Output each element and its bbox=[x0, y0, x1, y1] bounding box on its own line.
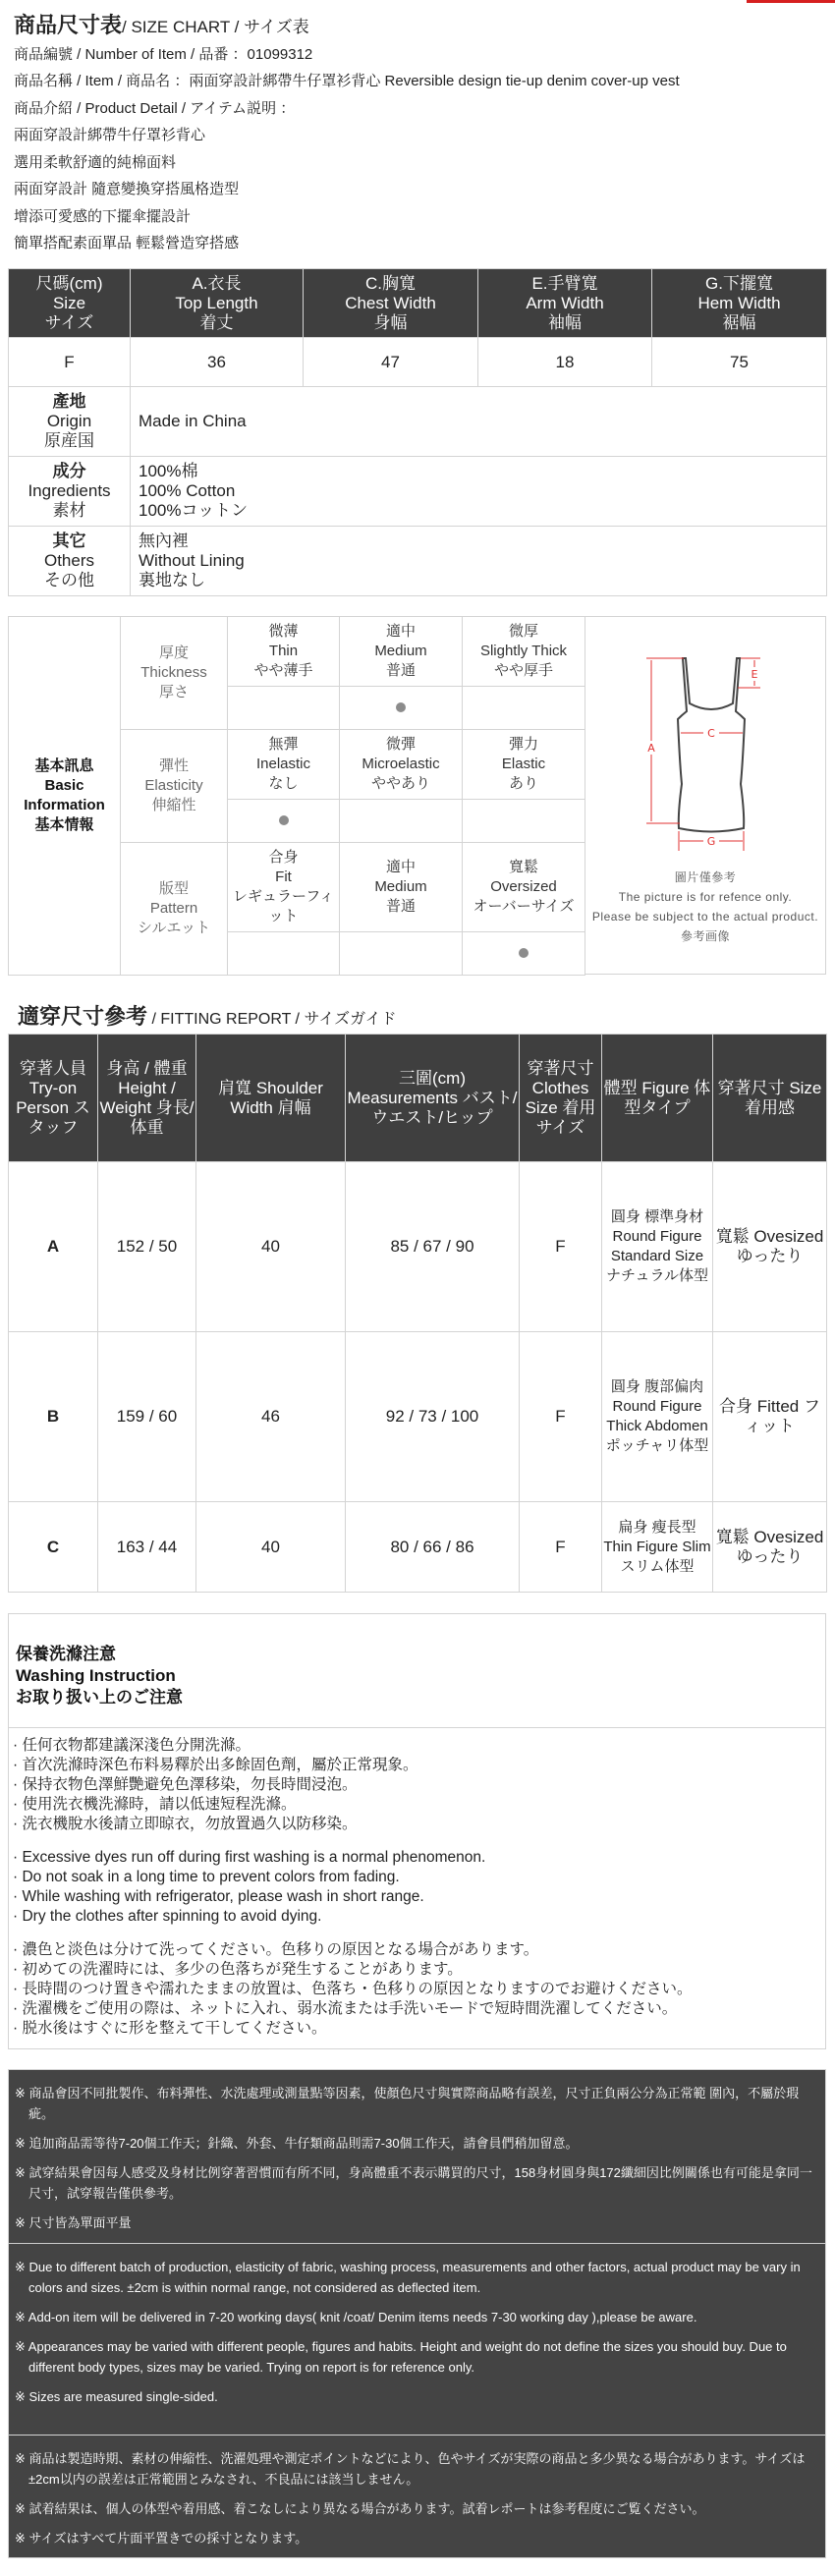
washing-line-zh: · 保持衣物色澤鮮艷避免色澤移染，勿長時間浸泡。 bbox=[13, 1776, 358, 1793]
washing-line-en: · Excessive dyes run off during first washing is a normal phenomenon. bbox=[13, 1849, 486, 1866]
header-line: サイズ bbox=[44, 312, 94, 332]
fitting-cell: F bbox=[520, 1162, 602, 1332]
option-line: Elastic bbox=[501, 756, 546, 772]
washing-line-en: · Do not soak in a long time to prevent colors from fading. bbox=[13, 1869, 400, 1885]
value-line: Without Lining bbox=[139, 551, 245, 570]
header-line: Hem Width bbox=[697, 293, 781, 312]
value-line: 無內裡 bbox=[139, 532, 189, 550]
notice-item: ※ 試穿結果會因每人感受及身材比例穿著習慣而有所不同，身高體重不表示購買的尺寸，158身材圓身與172纖細因比例關係也有可能是拿同一尺寸，試穿報告僅供參考。 bbox=[15, 2165, 812, 2201]
fitting-cell: C bbox=[9, 1502, 98, 1593]
option-cell bbox=[463, 617, 585, 687]
option-line: 彈力 bbox=[508, 736, 538, 753]
info-row bbox=[9, 387, 827, 457]
info-row bbox=[9, 457, 827, 527]
option-line: 適中 bbox=[385, 859, 416, 875]
washing-line-zh: · 任何衣物都建議深淺色分開洗滌。 bbox=[13, 1737, 250, 1754]
option-line: 微厚 bbox=[508, 623, 538, 640]
washing-instructions bbox=[8, 1613, 826, 2049]
washing-line-ja: · 長時間のつけ置きや濡れたままの放置は、色落ち・色移りの原因となりますのでお避けください。 bbox=[13, 1981, 693, 1997]
option-line: 微薄 bbox=[268, 623, 299, 640]
header-line: C.胸寬 bbox=[365, 273, 416, 293]
fitting-header-cell: 三圍(cm) Measurements バスト/ウエスト/ヒップ bbox=[346, 1035, 520, 1162]
header-line: 着丈 bbox=[199, 312, 234, 332]
header-line: E.手臂寬 bbox=[531, 273, 598, 293]
attribute-label bbox=[121, 843, 228, 976]
product-intro bbox=[14, 12, 680, 257]
header-line: Chest Width bbox=[345, 293, 436, 312]
indicator-cell bbox=[340, 800, 463, 843]
label-line: Pattern bbox=[149, 900, 198, 917]
size-value-cell: 36 bbox=[131, 338, 304, 387]
notice-item: ※ 商品は製造時期、素材の伸縮性、洗濯処理や測定ポイントなどにより、色やサイズが実際の商品と多少異なる場合があります。サイズは±2cm以内の誤差は正常範囲とみなされ、不良品には該当しません。 bbox=[15, 2451, 806, 2487]
fitting-cell: 159 / 60 bbox=[98, 1332, 196, 1502]
fitting-header-cell: 身高 / 體重 Height / Weight 身長/体重 bbox=[98, 1035, 196, 1162]
indicator-cell bbox=[463, 800, 585, 843]
notice-item: ※ 商品會因不同批製作、布料彈性、水洗處理或測量點等因素，使顏色尺寸與實際商品略有誤差，尺寸正負兩公分為正常範 圍內，不屬於瑕疵。 bbox=[15, 2086, 800, 2121]
info-value bbox=[131, 387, 827, 457]
size-chart-table bbox=[8, 268, 827, 596]
fitting-row bbox=[9, 1502, 827, 1593]
option-cell bbox=[463, 843, 585, 932]
intro-line: 商品編號 / Number of Item / 品番 ：01099312 bbox=[14, 45, 313, 63]
fitting-cell: 寬鬆 Ovesized ゆったり bbox=[713, 1502, 827, 1593]
size-header-cell bbox=[478, 269, 652, 338]
indicator-cell bbox=[340, 932, 463, 976]
washing-line-ja: · 濃色と淡色は分けて洗ってください。色移りの原因となる場合があります。 bbox=[13, 1941, 539, 1958]
value-line: Made in China bbox=[139, 412, 247, 430]
info-value bbox=[131, 527, 827, 596]
notice-item: ※ Sizes are measured single-sided. bbox=[15, 2389, 218, 2404]
indicator-cell bbox=[463, 687, 585, 730]
attribute-label bbox=[121, 617, 228, 730]
notice-box-zh-en bbox=[8, 2069, 826, 2436]
option-line: やや薄手 bbox=[253, 662, 313, 679]
option-line: 普通 bbox=[385, 662, 416, 679]
option-line: 寬鬆 bbox=[508, 859, 538, 875]
label-line: 伸縮性 bbox=[151, 797, 196, 813]
size-value-cell: 75 bbox=[652, 338, 827, 387]
fitting-header-cell: 穿著人員 Try-on Person スタッフ bbox=[9, 1035, 98, 1162]
label-line: その他 bbox=[44, 571, 94, 589]
option-line: やや厚手 bbox=[493, 662, 553, 679]
fitting-cell: 圓身 標準身材 Round Figure Standard Size ナチュラル体型 bbox=[602, 1162, 713, 1332]
label-line: 厚度 bbox=[158, 644, 189, 661]
info-label bbox=[9, 457, 131, 527]
washing-line-ja: · 脱水後はすぐに形を整えて干してください。 bbox=[13, 2020, 327, 2037]
header-line: 袖幅 bbox=[548, 312, 582, 332]
diagram-label-c: C bbox=[707, 727, 715, 740]
washing-title: 保養洗滌注意 Washing Instruction お取り扱い上のご注意 bbox=[9, 1614, 825, 1728]
label-line: 產地 bbox=[52, 392, 86, 411]
option-line: あり bbox=[508, 775, 538, 792]
title-line: Information bbox=[24, 797, 105, 813]
header-line: A.衣長 bbox=[192, 273, 242, 293]
washing-line-zh: · 使用洗衣機洗滌時，請以低速短程洗滌。 bbox=[13, 1796, 297, 1813]
fitting-cell: F bbox=[520, 1332, 602, 1502]
header-line: 尺碼(cm) bbox=[35, 273, 103, 293]
option-line: 無彈 bbox=[268, 736, 299, 753]
size-value-cell: F bbox=[9, 338, 131, 387]
option-line: オーバーサイズ bbox=[473, 898, 575, 915]
intro-line: 增添可愛感的下擺傘擺設計 bbox=[14, 207, 192, 225]
dress-measurement-icon bbox=[585, 617, 827, 863]
notice-item: ※ Add-on item will be delivered in 7-20 working days( knit /coat/ Denim items needs 7-30 working day ),please be aware. bbox=[15, 2310, 697, 2324]
washing-line-ja: · 初めての洗濯時には、多少の色落ちが発生することがあります。 bbox=[13, 1961, 463, 1978]
option-cell bbox=[340, 843, 463, 932]
option-cell bbox=[228, 617, 340, 687]
size-header-cell bbox=[9, 269, 131, 338]
label-line: 其它 bbox=[52, 532, 86, 550]
label-line: 素材 bbox=[52, 501, 86, 520]
fitting-cell: 46 bbox=[196, 1332, 346, 1502]
option-line: Slightly Thick bbox=[479, 643, 568, 659]
diagram-label-g: G bbox=[706, 835, 716, 848]
fitting-cell: 40 bbox=[196, 1162, 346, 1332]
option-line: Oversized bbox=[490, 878, 557, 895]
option-line: Medium bbox=[374, 643, 427, 659]
intro-line: 選用柔軟舒適的純棉面料 bbox=[14, 153, 177, 171]
fitting-header-cell: 肩寬 Shoulder Width 肩幅 bbox=[196, 1035, 346, 1162]
size-value-cell: 47 bbox=[304, 338, 478, 387]
title-line: 基本訊息 bbox=[34, 757, 94, 774]
option-cell bbox=[463, 730, 585, 800]
option-line: なし bbox=[268, 775, 299, 792]
garment-diagram bbox=[584, 616, 826, 975]
basic-info-table bbox=[8, 616, 585, 976]
header-line: 身幅 bbox=[373, 312, 408, 332]
header-line: G.下擺寬 bbox=[705, 273, 773, 293]
top-accent-bar bbox=[747, 0, 835, 3]
fitting-cell: 85 / 67 / 90 bbox=[346, 1162, 520, 1332]
fitting-header-cell: 穿著尺寸 Clothes Size 着用サイズ bbox=[520, 1035, 602, 1162]
value-line: 裏地なし bbox=[139, 571, 205, 589]
option-cell bbox=[228, 843, 340, 932]
notice-item: ※ Due to different batch of production, elasticity of fabric, washing process, measurements and other factors, actual product may be vary in colors and sizes. ±2cm is within normal range, not considered as deflected item. bbox=[15, 2260, 801, 2295]
selected-dot-icon bbox=[279, 815, 289, 825]
fitting-cell: 扁身 瘦長型 Thin Figure Slim スリム体型 bbox=[602, 1502, 713, 1593]
label-line: Ingredients bbox=[28, 481, 111, 500]
indicator-cell bbox=[228, 687, 340, 730]
diagram-label-a: A bbox=[647, 742, 655, 755]
info-row bbox=[9, 527, 827, 596]
notice-box-ja bbox=[8, 2435, 826, 2558]
size-value-cell: 18 bbox=[478, 338, 652, 387]
label-line: 原産国 bbox=[44, 431, 94, 450]
diagram-caption: 圖片僅參考 The picture is for refence only. Please be subject to the actual product. 參考画像 bbox=[591, 870, 819, 943]
option-line: Thin bbox=[268, 643, 299, 659]
option-cell bbox=[340, 730, 463, 800]
header-line: Top Length bbox=[175, 293, 258, 312]
value-line: 100% Cotton bbox=[139, 481, 236, 500]
intro-line: 商品介紹 / Product Detail / アイテム説明 ： bbox=[14, 99, 296, 117]
fitting-cell: 80 / 66 / 86 bbox=[346, 1502, 520, 1593]
fitting-cell: 寬鬆 Ovesized ゆったり bbox=[713, 1162, 827, 1332]
title-line: 基本情報 bbox=[34, 816, 94, 833]
label-line: Elasticity bbox=[144, 777, 203, 794]
option-line: ややあり bbox=[370, 775, 430, 792]
fitting-cell: 163 / 44 bbox=[98, 1502, 196, 1593]
label-line: 版型 bbox=[158, 880, 189, 897]
attribute-label bbox=[121, 730, 228, 843]
label-line: シルエット bbox=[137, 920, 211, 936]
intro-line: 商品名稱 / Item / 商品名 ：兩面穿設計綁帶牛仔罩衫背心 Reversible design tie-up denim cover-up vest bbox=[14, 73, 680, 89]
fitting-cell: 圓身 腹部偏肉 Round Figure Thick Abdomen ポッチャリ体型 bbox=[602, 1332, 713, 1502]
fitting-report-table bbox=[8, 1034, 827, 1593]
basic-info-title bbox=[9, 617, 121, 976]
fitting-cell: B bbox=[9, 1332, 98, 1502]
label-line: 厚さ bbox=[158, 684, 189, 700]
diagram-label-e: E bbox=[751, 668, 758, 681]
fitting-header-cell: 體型 Figure 体型タイプ bbox=[602, 1035, 713, 1162]
option-line: 普通 bbox=[385, 898, 416, 915]
option-cell bbox=[340, 617, 463, 687]
option-line: レギュラーフィット bbox=[232, 888, 335, 924]
info-value bbox=[131, 457, 827, 527]
fitting-cell: A bbox=[9, 1162, 98, 1332]
label-line: Others bbox=[43, 551, 95, 570]
indicator-cell bbox=[228, 800, 340, 843]
size-header-cell bbox=[652, 269, 827, 338]
washing-line-zh: · 首次洗滌時深色布料易釋於出多餘固色劑，屬於正常現象。 bbox=[13, 1757, 418, 1773]
option-line: Fit bbox=[275, 868, 292, 885]
option-line: 微彈 bbox=[385, 736, 416, 753]
fitting-row bbox=[9, 1332, 827, 1502]
option-line: 適中 bbox=[385, 623, 416, 640]
intro-line: 兩面穿設計 隨意變換穿搭風格造型 bbox=[14, 181, 240, 197]
value-line: 100%コットン bbox=[139, 501, 249, 520]
fitting-cell: 92 / 73 / 100 bbox=[346, 1332, 520, 1502]
fitting-cell: F bbox=[520, 1502, 602, 1593]
intro-line: 兩面穿設計綁帶牛仔罩衫背心 bbox=[14, 127, 206, 143]
label-line: 成分 bbox=[52, 462, 86, 480]
option-line: 合身 bbox=[268, 849, 299, 866]
size-header-cell bbox=[131, 269, 304, 338]
header-line: 裾幅 bbox=[722, 312, 756, 332]
header-line: Arm Width bbox=[526, 293, 604, 312]
title-line: Basic bbox=[44, 777, 84, 794]
washing-line-en: · Dry the clothes after spinning to avoid dying. bbox=[13, 1908, 322, 1925]
header-line: Size bbox=[52, 293, 86, 312]
notice-item: ※ 試着結果は、個人の体型や着用感、着こなしにより異なる場合があります。試着レポートは参考程度にご覧ください。 bbox=[15, 2501, 705, 2516]
notice-item: ※ Appearances may be varied with different people, figures and habits. Height and weight do not define the sizes you should buy. Due to different body types, sizes may be varied. Trying on report is for reference only. bbox=[15, 2339, 787, 2375]
indicator-cell bbox=[340, 687, 463, 730]
intro-line: 簡單搭配素面單品 輕鬆營造穿搭感 bbox=[14, 235, 240, 252]
notice-item: ※ 追加商品需等待7-20個工作天；針織、外套、牛仔類商品則需7-30個工作天，請會員們稍加留意。 bbox=[15, 2136, 579, 2151]
selected-dot-icon bbox=[519, 948, 529, 958]
option-line: Medium bbox=[374, 878, 427, 895]
fitting-header-cell: 穿著尺寸 Size 着用感 bbox=[713, 1035, 827, 1162]
washing-line-ja: · 洗濯機をご使用の際は、ネットに入れ、弱水流または手洗いモードで短時間洗濯してください。 bbox=[13, 2000, 678, 2017]
notice-item: ※ 尺寸皆為單面平量 bbox=[15, 2215, 132, 2230]
size-chart-title: 商品尺寸表/ SIZE CHART / サイズ表 bbox=[14, 13, 309, 37]
info-label bbox=[9, 387, 131, 457]
value-line: 100%棉 bbox=[139, 462, 198, 480]
info-label bbox=[9, 527, 131, 596]
label-line: Origin bbox=[46, 412, 92, 430]
indicator-cell bbox=[228, 932, 340, 976]
fitting-cell: 合身 Fitted フィット bbox=[713, 1332, 827, 1502]
fitting-cell: 152 / 50 bbox=[98, 1162, 196, 1332]
label-line: 彈性 bbox=[158, 757, 189, 774]
option-line: Inelastic bbox=[255, 756, 311, 772]
notice-item: ※ サイズはすべて片面平置きでの採寸となります。 bbox=[15, 2531, 308, 2546]
fitting-report-title: 適穿尺寸參考 / FITTING REPORT / サイズガイド bbox=[18, 1004, 397, 1029]
selected-dot-icon bbox=[396, 702, 406, 712]
washing-line-zh: · 洗衣機脫水後請立即晾衣，勿放置過久以防移染。 bbox=[13, 1816, 358, 1832]
size-header-cell bbox=[304, 269, 478, 338]
fitting-row bbox=[9, 1162, 827, 1332]
fitting-cell: 40 bbox=[196, 1502, 346, 1593]
washing-line-en: · While washing with refrigerator, please wash in short range. bbox=[13, 1888, 424, 1905]
option-line: Microelastic bbox=[362, 756, 440, 772]
indicator-cell bbox=[463, 932, 585, 976]
label-line: Thickness bbox=[140, 664, 207, 681]
option-cell bbox=[228, 730, 340, 800]
